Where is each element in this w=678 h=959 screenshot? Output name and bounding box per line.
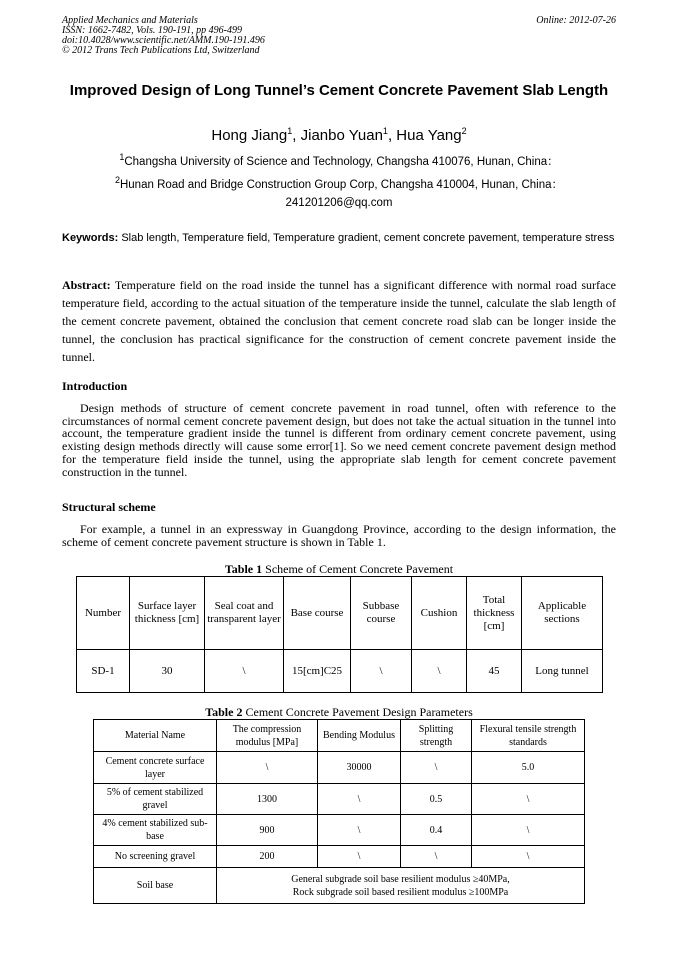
table-header-cell: Applicable sections — [522, 577, 603, 650]
table-row — [77, 650, 603, 693]
table-cell: \ — [205, 650, 284, 693]
table-cell: 45 — [467, 650, 522, 693]
author-name: Hua Yang — [396, 127, 462, 144]
author-sup: 2 — [461, 126, 467, 136]
affiliation-text: Hunan Road and Bridge Construction Group Corp, Changsha 410004, Hunan, China： — [119, 178, 564, 191]
author-list — [62, 121, 616, 146]
abstract-label: Abstract: — [62, 278, 111, 292]
online-date: Online: 2012-07-26 — [536, 15, 616, 26]
table1 — [76, 576, 603, 693]
table-cell: SD-1 — [77, 650, 130, 693]
affiliation-sup: 1 — [119, 152, 125, 162]
table-row — [94, 868, 585, 904]
table-cell: \ — [401, 846, 472, 868]
table-cell: \ — [351, 650, 412, 693]
author-sup: 1 — [382, 126, 388, 136]
table-cell: 900 — [217, 815, 318, 846]
table-cell-merged — [217, 868, 585, 904]
table-cell: No screening gravel — [94, 846, 217, 868]
author-sep: , — [387, 127, 397, 144]
table1-caption-text: Scheme of Cement Concrete Pavement — [265, 562, 454, 576]
author-sep: , — [292, 127, 301, 144]
section-heading-introduction: Introduction — [62, 379, 128, 393]
table-cell: 0.4 — [401, 815, 472, 846]
table-header-cell: Material Name — [94, 720, 217, 752]
table2-caption — [62, 705, 616, 719]
structural-scheme-paragraph: For example, a tunnel in an expressway in Guangdong Province, according to the design information, the scheme of cement concrete pavement structure is shown in Table 1. — [62, 522, 616, 549]
author-name: Jianbo Yuan — [300, 127, 383, 144]
table2 — [93, 719, 585, 904]
table-header-cell: Cushion — [412, 577, 467, 650]
table-row — [94, 784, 585, 815]
table-cell: \ — [217, 752, 318, 784]
table-header-cell: Seal coat and transparent layer — [205, 577, 284, 650]
table-cell: \ — [318, 784, 401, 815]
table-cell: \ — [472, 784, 585, 815]
keywords-text: Slab length, Temperature field, Temperature gradient, cement concrete pavement, temperature stress — [121, 232, 615, 244]
abstract-text: Temperature field on the road inside the tunnel has a significant difference with normal road surface temperature field, according to the actual situation of the temperature inside the tunnel, calculate the slab length of the cement concrete pavement, obtained the conclusion that cement concrete road slab can be longer inside the tunnel, the conclusion has practical significance for the construction of cement concrete pavement inside the tunnel. — [62, 278, 616, 364]
table-row — [94, 815, 585, 846]
table-cell: 4% cement stabilized sub-base — [94, 815, 217, 846]
table-header-cell: The compression modulus [MPa] — [217, 720, 318, 752]
table-cell: \ — [472, 846, 585, 868]
table-cell: 1300 — [217, 784, 318, 815]
table-row — [94, 846, 585, 868]
issn-line: ISSN: 1662-7482, Vols. 190-191, pp 496-499 — [62, 25, 242, 36]
table-header-cell: Base course — [284, 577, 351, 650]
affiliation-text: Changsha University of Science and Technology, Changsha 410076, Hunan, China： — [124, 155, 559, 168]
keywords-label: Keywords: — [62, 232, 119, 244]
table-header-cell: Flexural tensile strength standards — [472, 720, 585, 752]
affiliation-2 — [62, 173, 616, 192]
copyright-line: © 2012 Trans Tech Publications Ltd, Switzerland — [62, 45, 260, 56]
doi-line: doi:10.4028/www.scientific.net/AMM.190-191.496 — [62, 35, 265, 46]
paper-title: Improved Design of Long Tunnel’s Cement Concrete Pavement Slab Length — [69, 82, 609, 99]
affiliation-sup: 2 — [114, 175, 120, 185]
table-header-row — [77, 577, 603, 650]
author-sup: 1 — [287, 126, 293, 136]
table-header-row — [94, 720, 585, 752]
soil-line-2: Rock subgrade soil based resilient modulus ≥100MPa — [292, 886, 509, 898]
author-email: 241201206@qq.com — [285, 197, 393, 209]
table-cell: 0.5 — [401, 784, 472, 815]
table-cell: 5% of cement stabilized gravel — [94, 784, 217, 815]
table-cell: \ — [412, 650, 467, 693]
table-cell: \ — [401, 752, 472, 784]
table-cell: Soil base — [94, 868, 217, 904]
table-header-cell: Subbase course — [351, 577, 412, 650]
table-header-cell: Total thickness [cm] — [467, 577, 522, 650]
table-cell: Long tunnel — [522, 650, 603, 693]
table-cell: \ — [472, 815, 585, 846]
soil-line-1: General subgrade soil base resilient modulus ≥40MPa, — [291, 873, 510, 885]
table-header-cell: Splitting strength — [401, 720, 472, 752]
table-header-cell: Surface layer thickness [cm] — [130, 577, 205, 650]
journal-header — [62, 16, 265, 56]
table-cell: \ — [318, 846, 401, 868]
table-cell: 30000 — [318, 752, 401, 784]
table-row — [94, 752, 585, 784]
table2-label: Table 2 — [205, 705, 243, 719]
table-header-cell: Number — [77, 577, 130, 650]
table-cell: 15[cm]C25 — [284, 650, 351, 693]
introduction-paragraph: Design methods of structure of cement concrete pavement in road tunnel, often with reference to the circumstances of normal cement concrete pavement design, but does not take the actual situation in the tunnel into account, the temperature gradient inside the tunnel is different from ordinary cement concrete pavement, using existing design methods directly will cause some error[1]. So we need cement concrete pavement design method for the temperature field inside the tunnel, using the appropriate slab length for cement concrete pavement construction in the tunnel. — [62, 401, 616, 479]
keywords — [62, 231, 616, 245]
table-header-cell: Bending Modulus — [318, 720, 401, 752]
section-heading-structural-scheme: Structural scheme — [62, 500, 156, 514]
table-cell: \ — [318, 815, 401, 846]
table2-caption-text: Cement Concrete Pavement Design Parameters — [245, 705, 473, 719]
journal-name: Applied Mechanics and Materials — [62, 15, 198, 26]
author-name: Hong Jiang — [211, 127, 288, 144]
table-cell: Cement concrete surface layer — [94, 752, 217, 784]
table1-caption — [62, 562, 616, 576]
table1-label: Table 1 — [224, 562, 263, 576]
table-cell: 30 — [130, 650, 205, 693]
affiliation-1 — [62, 150, 616, 169]
table-cell: 200 — [217, 846, 318, 868]
table-cell: 5.0 — [472, 752, 585, 784]
abstract — [62, 276, 616, 366]
